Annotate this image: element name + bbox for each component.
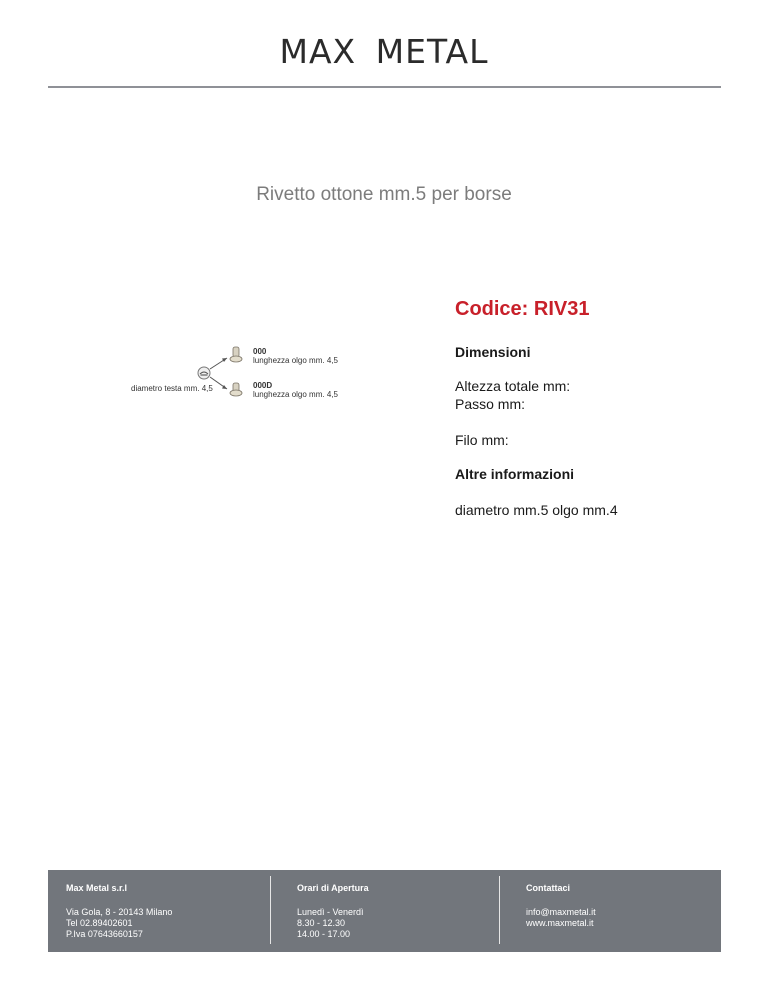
dimensions-heading: Dimensioni	[455, 344, 531, 360]
rivet-icon-1	[230, 347, 242, 362]
footer-divider-2	[499, 876, 500, 944]
footer-afternoon-hours: 14.00 - 17.00	[297, 929, 351, 939]
brand-name-right: METAL	[375, 32, 489, 71]
footer-morning-hours: 8.30 - 12.30	[297, 918, 346, 928]
rivet-icon-2	[230, 383, 242, 396]
rivet-desc-1: lunghezza olgo mm. 4,5	[253, 356, 338, 365]
footer-days: Lunedì - Venerdì	[297, 907, 364, 917]
header-divider	[48, 86, 721, 88]
footer-hours-heading: Orari di Apertura	[297, 883, 369, 893]
footer-phone: Tel 02.89402601	[66, 918, 133, 928]
rivet-desc-2: lunghezza olgo mm. 4,5	[253, 390, 338, 399]
other-info-heading: Altre informazioni	[455, 466, 575, 482]
product-code: Codice: RIV31	[455, 298, 590, 320]
footer-company-heading: Max Metal s.r.l	[66, 883, 128, 893]
pitch-label: Passo mm:	[455, 396, 526, 412]
wire-label: Filo mm:	[455, 432, 509, 448]
brand-name-left: MAX	[279, 32, 357, 71]
footer-divider-1	[270, 876, 271, 944]
rivet-code-2: 000D	[253, 381, 273, 390]
rivet-diagram-graphic	[120, 336, 360, 416]
footer-address: Via Gola, 8 - 20143 Milano	[66, 907, 173, 917]
rivet-code-1: 000	[253, 347, 267, 356]
total-height-label: Altezza totale mm:	[455, 378, 571, 394]
rivet-head-icon	[198, 367, 210, 379]
product-title: Rivetto ottone mm.5 per borse	[256, 184, 512, 205]
brand-logo	[0, 32, 768, 71]
footer	[48, 870, 721, 952]
rivet-diagram	[120, 336, 360, 416]
footer-website-link[interactable]: www.maxmetal.it	[526, 918, 594, 928]
footer-vat: P.Iva 07643660157	[66, 929, 143, 939]
other-info-text: diametro mm.5 olgo mm.4	[455, 502, 618, 518]
head-diameter-label: diametro testa mm. 4,5	[131, 384, 213, 393]
footer-contacts-heading: Contattaci	[526, 883, 571, 893]
footer-email-link[interactable]: info@maxmetal.it	[526, 907, 596, 917]
